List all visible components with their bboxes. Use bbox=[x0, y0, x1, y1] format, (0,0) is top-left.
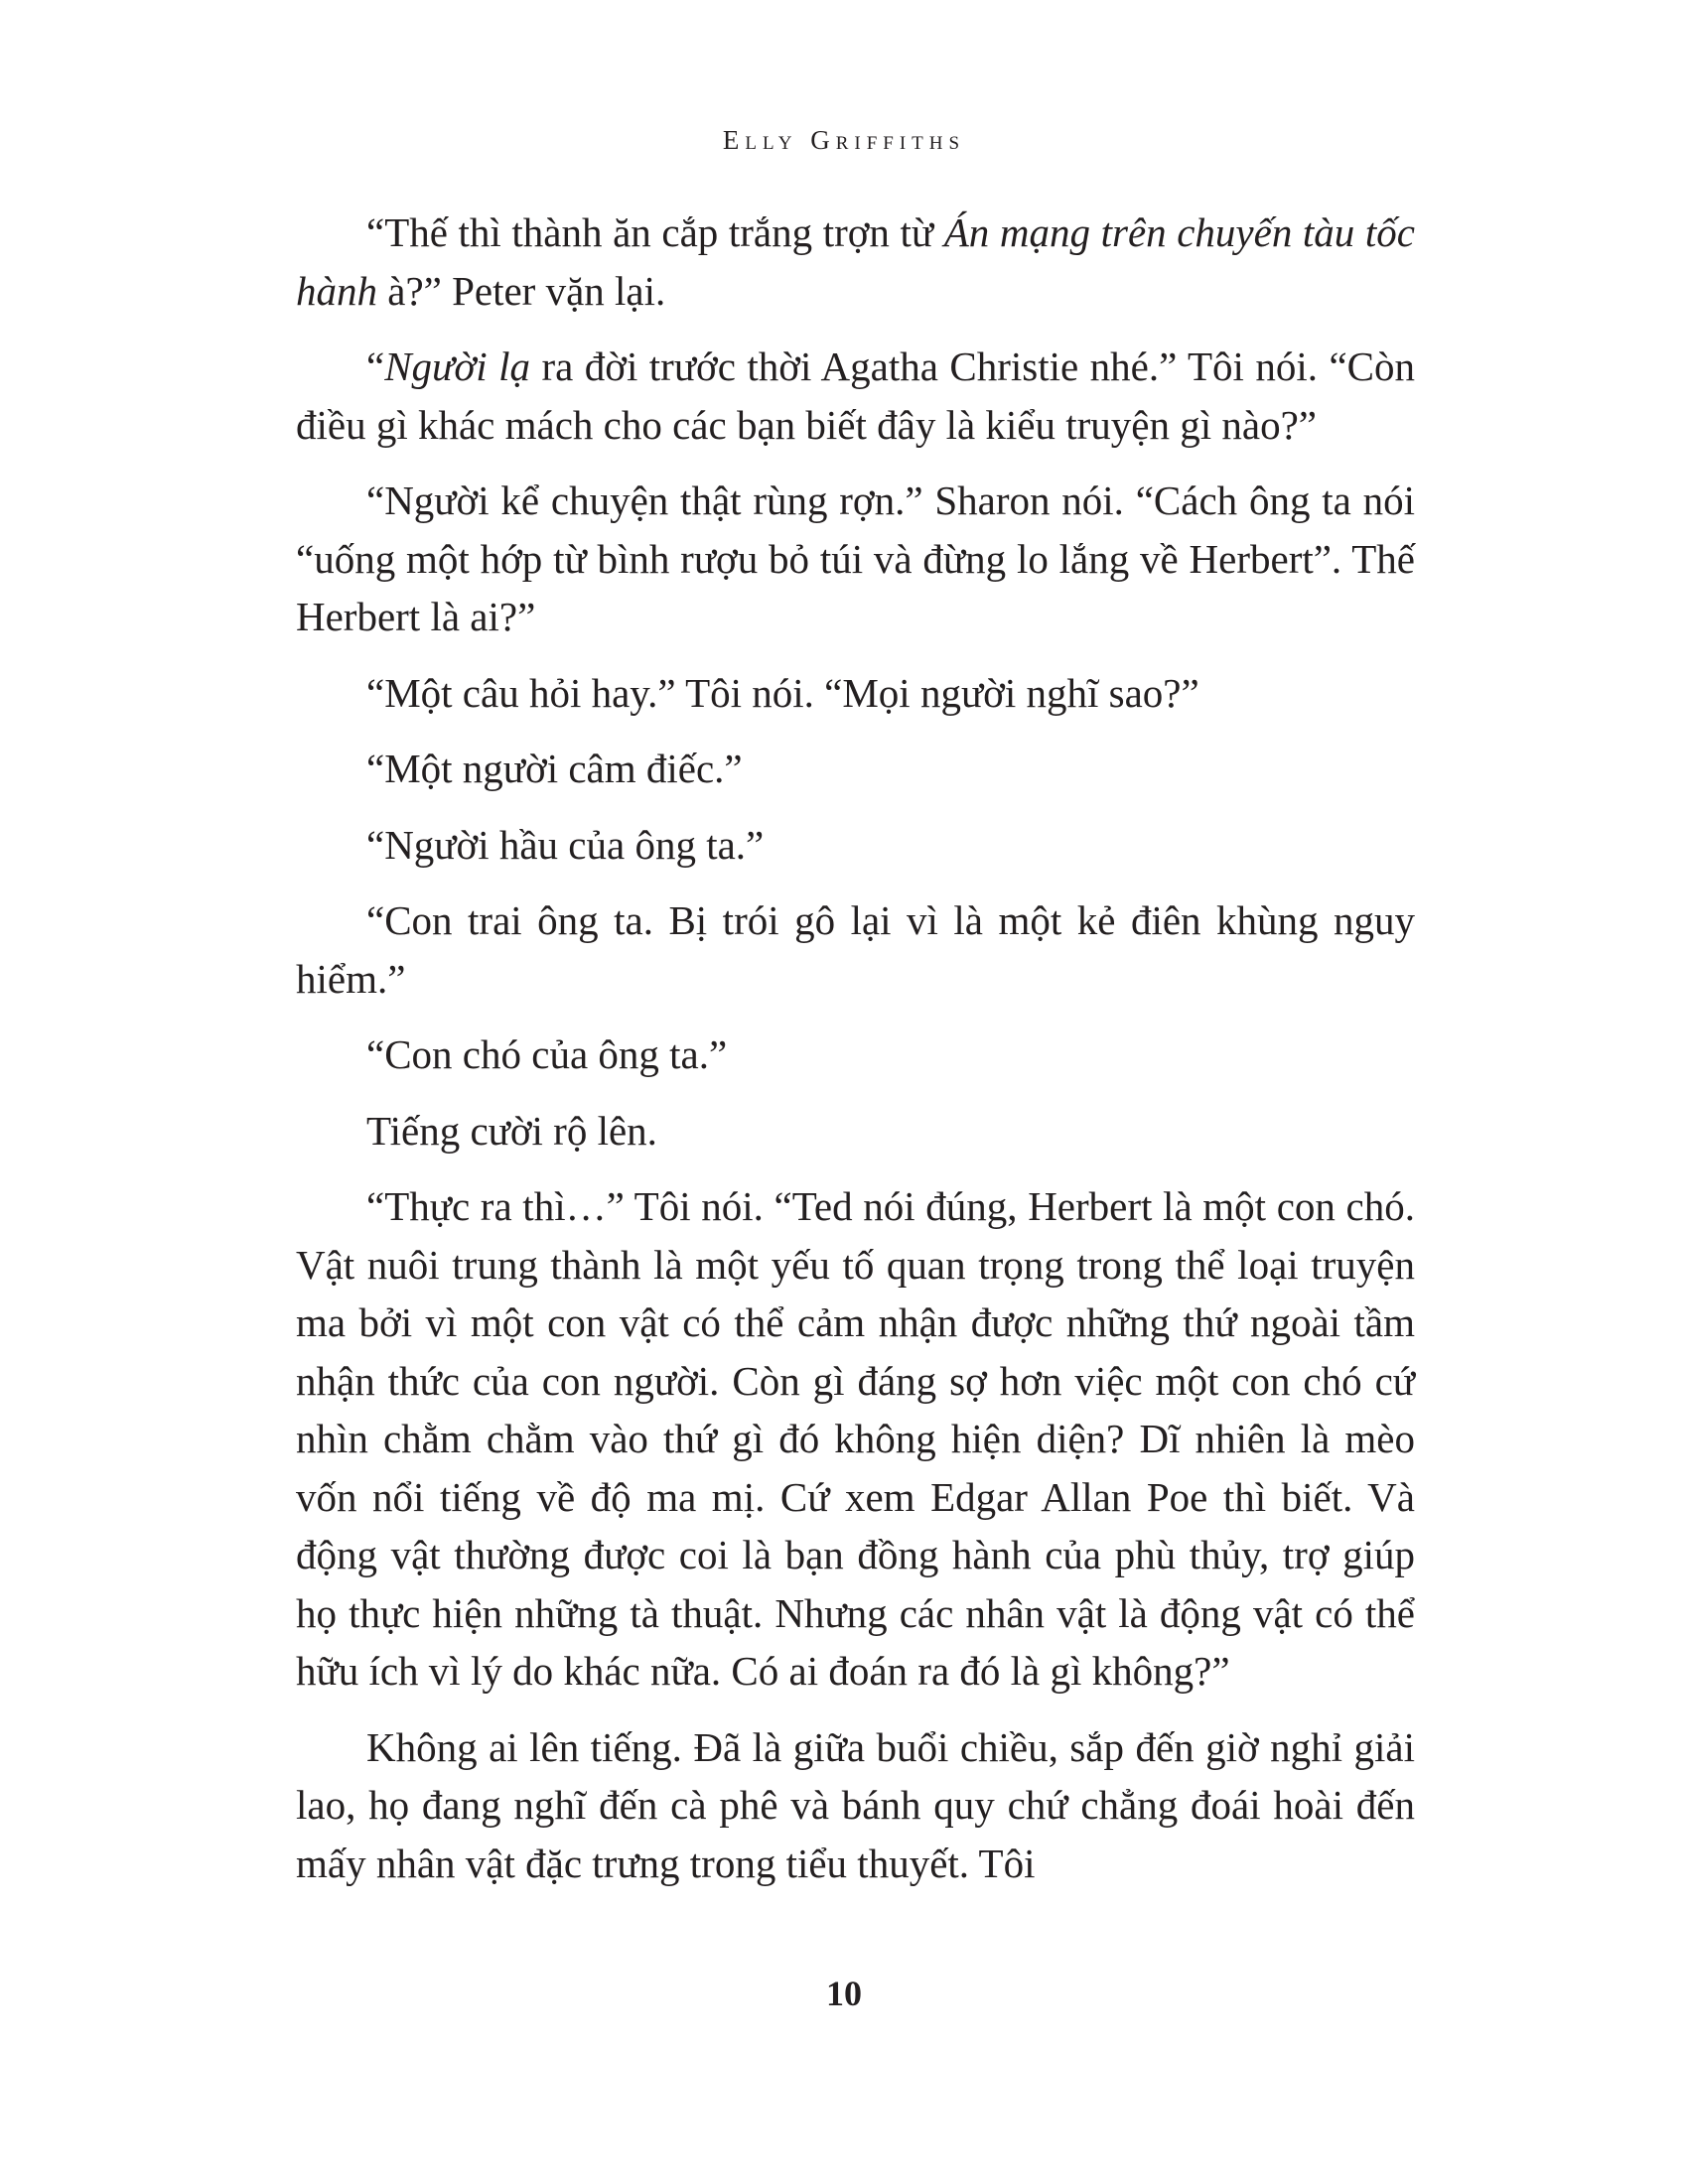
paragraph-5: “Một người câm điếc.” bbox=[366, 746, 743, 791]
paragraph-7: “Con trai ông ta. Bị trói gô lại vì là một kẻ điên khùng nguy hiểm.” bbox=[296, 897, 1415, 1002]
paragraph-10: “Thực ra thì…” Tôi nói. “Ted nói đúng, Herbert là một con chó. Vật nuôi trung thành là một yếu tố quan trọng trong thể loại truyện ma bởi vì một con vật có thể cảm nhận được những thứ ngoài tầm nhận thức của con người. Còn gì đáng sợ hơn việc một con chó cứ nhìn chằm chằm vào thứ gì đó không hiện diện? Dĩ nhiên là mèo vốn nổi tiếng về độ ma mị. Cứ xem Edgar Allan Poe thì biết. Và động vật thường được coi là bạn đồng hành của phù thủy, trợ giúp họ thực hiện những tà thuật. Nhưng các nhân vật là động vật có thể hữu ích vì lý do khác nữa. Có ai đoán ra đó là gì không?” bbox=[296, 1183, 1415, 1694]
running-head: Elly Griffiths bbox=[722, 125, 966, 155]
paragraph-8: “Con chó của ông ta.” bbox=[366, 1031, 728, 1077]
book-title-italic: Người lạ bbox=[384, 343, 531, 389]
paragraph-4: “Một câu hỏi hay.” Tôi nói. “Mọi người nghĩ sao?” bbox=[366, 669, 1199, 716]
paragraph-2: “Người lạ ra đời trước thời Agatha Christie nhé.” Tôi nói. “Còn điều gì khác mách cho các bạn biết đây là kiểu truyện gì nào?” bbox=[296, 343, 1415, 448]
paragraph-9: Tiếng cười rộ lên. bbox=[366, 1107, 657, 1154]
page-number: 10 bbox=[826, 1974, 862, 2013]
paragraph-3: “Người kể chuyện thật rùng rợn.” Sharon nói. “Cách ông ta nói “uống một hớp từ bình rượu bỏ túi và đừng lo lắng về Herbert”. Thế Herbert là ai?” bbox=[296, 478, 1415, 639]
body-text bbox=[296, 204, 1415, 1892]
book-title-italic: Án mạng trên chuyến tàu tốc hành bbox=[296, 209, 1415, 314]
paragraph-6: “Người hầu của ông ta.” bbox=[366, 821, 765, 868]
paragraph-11: Không ai lên tiếng. Đã là giữa buổi chiều, sắp đến giờ nghỉ giải lao, họ đang nghĩ đến cà phê và bánh quy chứ chẳng đoái hoài đến mấy nhân vật đặc trưng trong tiểu thuyết. Tôi bbox=[296, 1723, 1415, 1886]
paragraph-1: “Thế thì thành ăn cắp trắng trợn từ Án mạng trên chuyến tàu tốc hành à?” Peter vặn lại. bbox=[296, 209, 1415, 314]
